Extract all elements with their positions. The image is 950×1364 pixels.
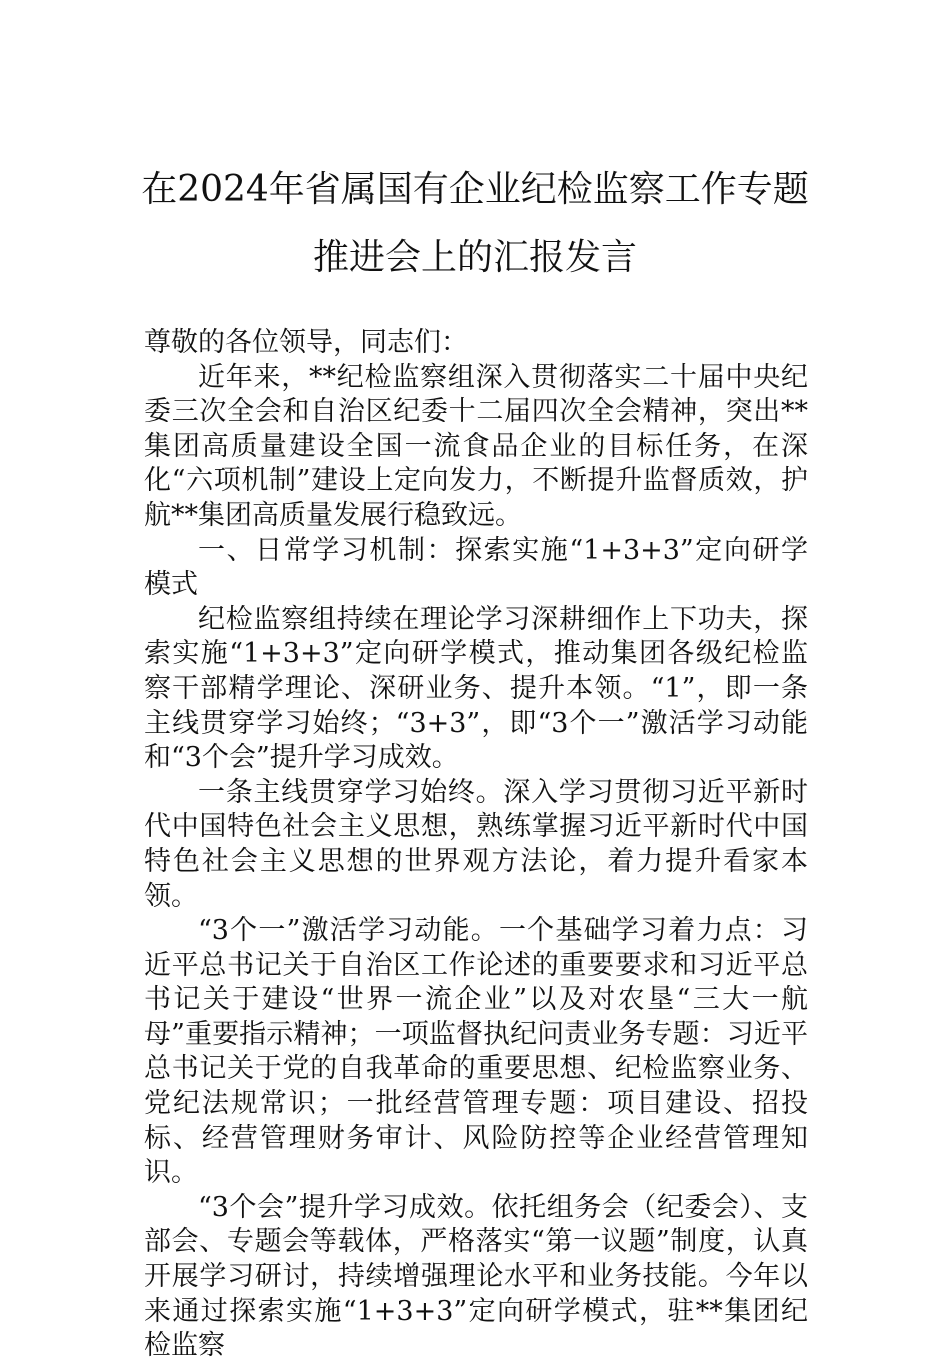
document-body <box>144 326 808 1364</box>
paragraph-intro: 近年来，**纪检监察组深入贯彻落实二十届中央纪委三次全会和自治区纪委十二届四次全会精神，突出**集团高质量建设全国一流食品企业的目标任务，在深化“六项机制”建设上定向发力，不断提升监督质效，护航**集团高质量发展行稳致远。 <box>144 361 808 531</box>
section-heading-1: 一、日常学习机制：探索实施“1+3+3”定向研学模式 <box>144 534 808 601</box>
paragraph: “3个一”激活学习动能。一个基础学习着力点：习近平总书记关于自治区工作论述的重要要求和习近平总书记关于建设“世界一流企业”以及对农垦“三大一航母”重要指示精神；一项监督执纪问责业务专题：习近平总书记关于党的自我革命的重要思想、纪检监察业务、党纪法规常识；一批经营管理专题：项目建设、招投标、经营管理财务审计、风险防控等企业经营管理知识。 <box>144 915 808 1189</box>
document-title-line-1: 在2024年省属国有企业纪检监察工作专题 <box>141 169 809 210</box>
paragraph: “3个会”提升学习成效。依托组务会（纪委会）、支部会、专题会等载体，严格落实“第一议题”制度，认真开展学习研讨，持续增强理论水平和业务技能。今年以来通过探索实施“1+3+3”定向研学模式，驻**集团纪检监察 <box>144 1191 808 1362</box>
document-title-line-2: 推进会上的汇报发言 <box>312 237 637 278</box>
salutation: 尊敬的各位领导，同志们： <box>144 327 468 358</box>
paragraph: 一条主线贯穿学习始终。深入学习贯彻习近平新时代中国特色社会主义思想，熟练掌握习近平新时代中国特色社会主义思想的世界观方法论，着力提升看家本领。 <box>144 776 808 912</box>
paragraph: 纪检监察组持续在理论学习深耕细作上下功夫，探索实施“1+3+3”定向研学模式，推动集团各级纪检监察干部精学理论、深研业务、提升本领。“1”，即一条主线贯穿学习始终；“3+3”，即“3个一”激活学习动能和“3个会”提升学习成效。 <box>144 603 808 774</box>
